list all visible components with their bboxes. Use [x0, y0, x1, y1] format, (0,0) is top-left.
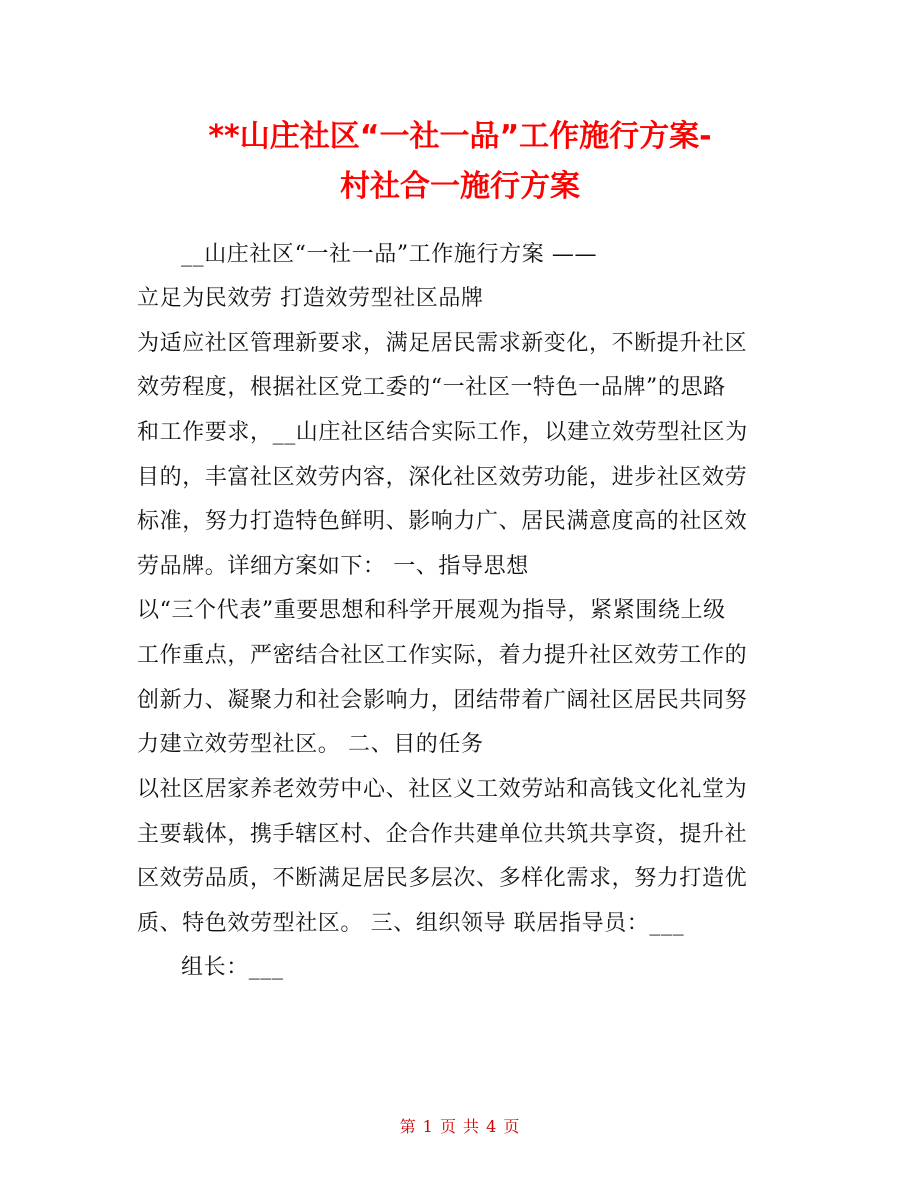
title-line-1: **山庄社区“一社一品”工作施行方案- — [208, 119, 712, 154]
paragraph-line: 力建立效劳型社区。 二、目的任务 — [137, 732, 484, 757]
paragraph-line: 主要载体，携手辖区村、企合作共建单位共筑共享资，提升社 — [137, 822, 748, 847]
paragraph-line: 为适应社区管理新要求，满足居民需求新变化，不断提升社区 — [137, 331, 748, 356]
paragraph-line: 以社区居家养老效劳中心、社区义工效劳站和高钱文化礼堂为 — [137, 777, 748, 802]
paragraph-line: 创新力、凝聚力和社会影响力，团结带着广阔社区居民共同努 — [137, 688, 748, 713]
paragraph-line: 劳品牌。详细方案如下： 一、指导思想 — [137, 554, 529, 579]
paragraph-line: 和工作要求，__山庄社区结合实际工作，以建立效劳型社区为 — [137, 420, 748, 445]
document-title — [120, 112, 800, 212]
paragraph-line: __山庄社区“一社一品”工作施行方案 —— — [181, 242, 598, 267]
page-number: 第 1 页 共 4 页 — [399, 1117, 521, 1136]
paragraph-line: 质、特色效劳型社区。 三、组织领导 联居指导员：___ — [137, 911, 685, 936]
paragraph-line: 以“三个代表”重要思想和科学开展观为指导，紧紧围绕上级 — [137, 598, 726, 623]
paragraph-line: 标准，努力打造特色鲜明、影响力广、居民满意度高的社区效 — [137, 509, 748, 534]
paragraph-line: 工作重点，严密结合社区工作实际，着力提升社区效劳工作的 — [137, 643, 748, 668]
paragraph-line: 立足为民效劳 打造效劳型社区品牌 — [137, 286, 484, 311]
paragraph-line: 效劳程度，根据社区党工委的“一社区一特色一品牌”的思路 — [137, 375, 726, 400]
paragraph-line: 区效劳品质，不断满足居民多层次、多样化需求，努力打造优 — [137, 866, 748, 891]
paragraph-line: 目的，丰富社区效劳内容，深化社区效劳功能，进步社区效劳 — [137, 465, 748, 490]
paragraph-line: 组长：___ — [181, 955, 284, 980]
title-line-2: 村社合一施行方案 — [340, 169, 580, 204]
